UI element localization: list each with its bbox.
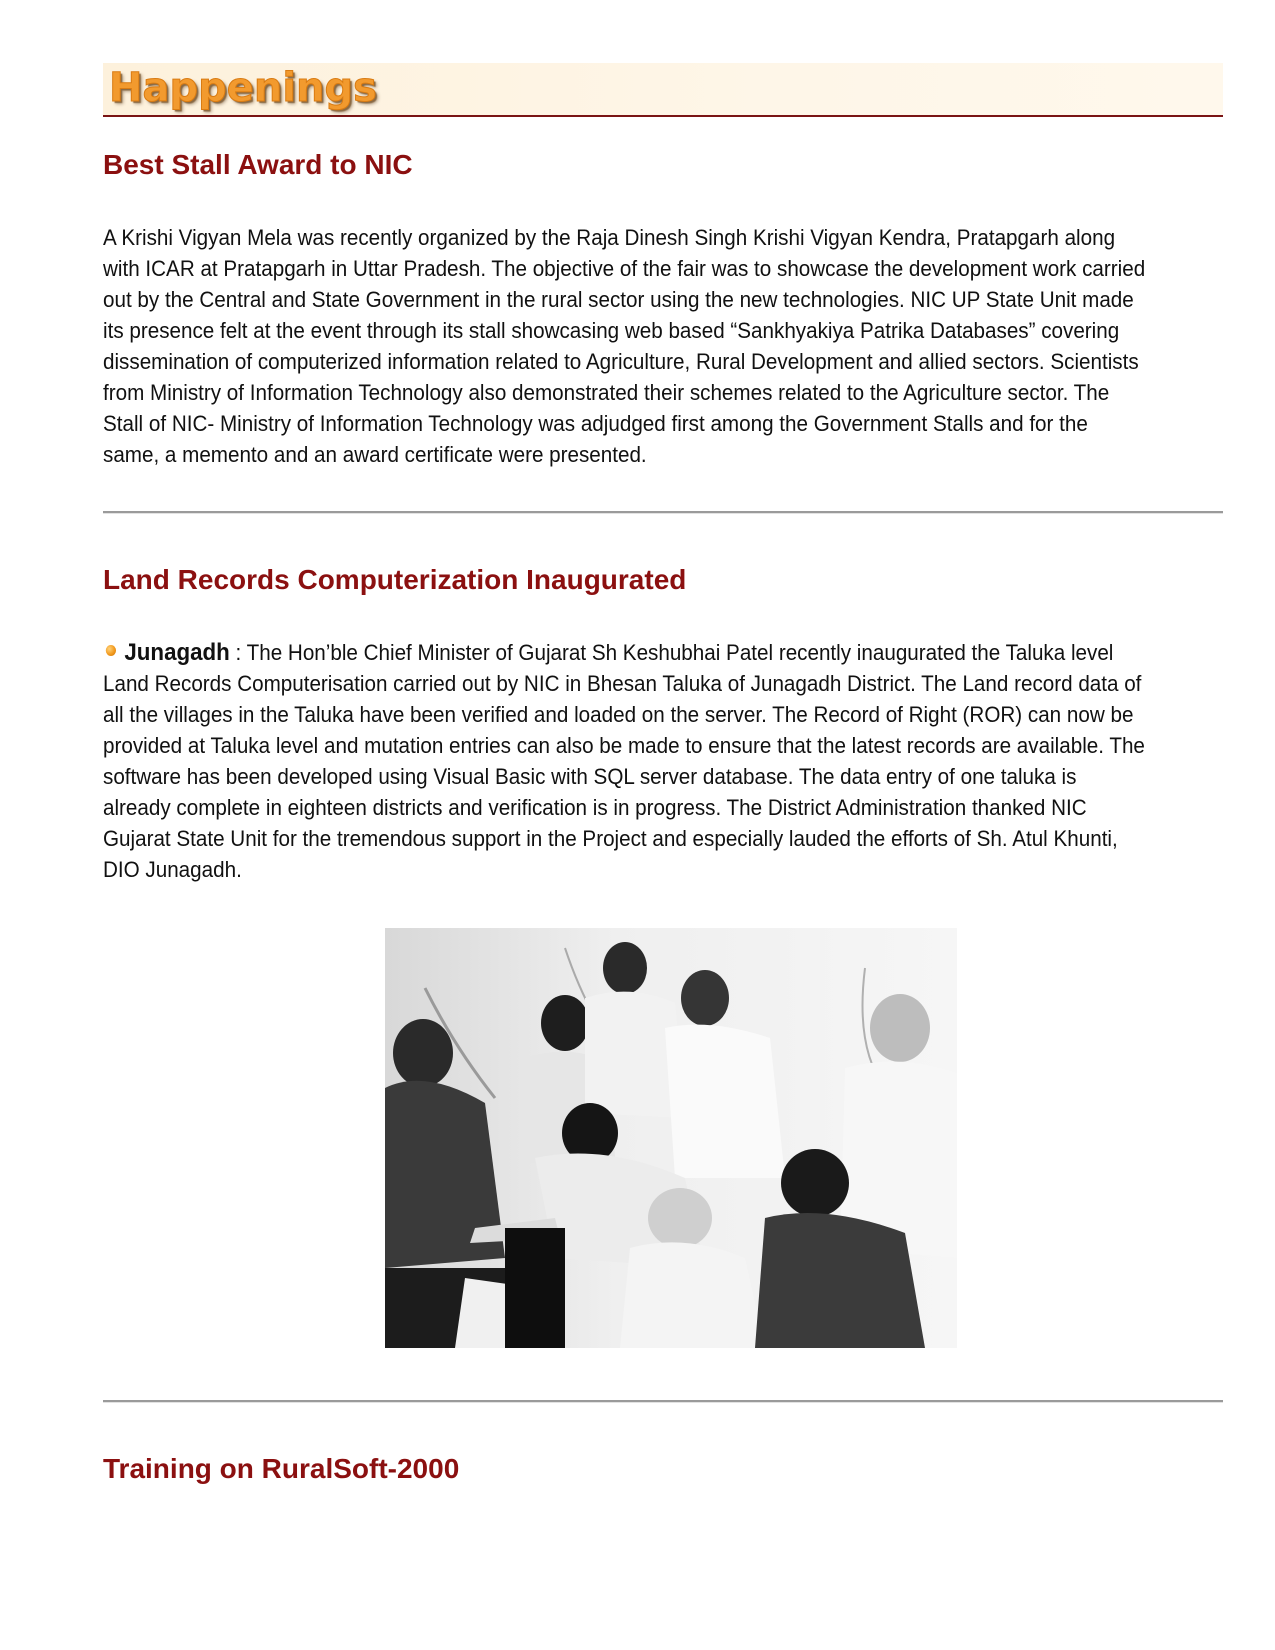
article-heading-ruralsoft: Training on RuralSoft-2000 bbox=[103, 1453, 460, 1484]
place-separator: : bbox=[229, 640, 247, 665]
section-banner bbox=[103, 63, 1223, 117]
article-heading-land-records: Land Records Computerization Inaugurated bbox=[103, 564, 687, 595]
section-divider bbox=[103, 1400, 1223, 1403]
bullet-icon bbox=[106, 645, 116, 656]
place-name: Junagadh bbox=[124, 639, 230, 666]
inauguration-photo bbox=[385, 928, 957, 1348]
banner-title: Happenings bbox=[109, 65, 377, 111]
section-divider bbox=[103, 511, 1223, 514]
article-heading-best-stall: Best Stall Award to NIC bbox=[103, 149, 413, 180]
article-body-land-records bbox=[103, 637, 1146, 885]
land-records-text: The Hon’ble Chief Minister of Gujarat Sh Keshubhai Patel recently inaugurated the Taluka level Land Records Computerisation carried out by NIC in Bhesan Taluka of Junagadh District. The Land record data of all the villages in the Taluka have been verified and loaded on the server. The Record of Right (ROR) can now be provided at Taluka level and mutation entries can also be made to ensure that the latest records are available. The software has been developed using Visual Basic with SQL server database. The data entry of one taluka is already complete in eighteen districts and verification is in progress. The District Administration thanked NIC Gujarat State Unit for the tremendous support in the Project and especially lauded the efforts of Sh. Atul Khunti, DIO Junagadh. bbox=[103, 640, 1145, 882]
article-body-best-stall: A Krishi Vigyan Mela was recently organized by the Raja Dinesh Singh Krishi Vigyan Kendra, Pratapgarh along with ICAR at Pratapgarh in Uttar Pradesh. The objective of the fair was to showcase the development work carried out by the Central and State Government in the rural sector using the new technologies. NIC UP State Unit made its presence felt at the event through its stall showcasing web based “Sankhyakiya Patrika Databases” covering dissemination of computerized information related to Agriculture, Rural Development and allied sectors. Scientists from Ministry of Information Technology also demonstrated their schemes related to the Agriculture sector. The Stall of NIC- Ministry of Information Technology was adjudged first among the Government Stalls and for the same, a memento and an award certificate were presented. bbox=[103, 225, 1146, 467]
